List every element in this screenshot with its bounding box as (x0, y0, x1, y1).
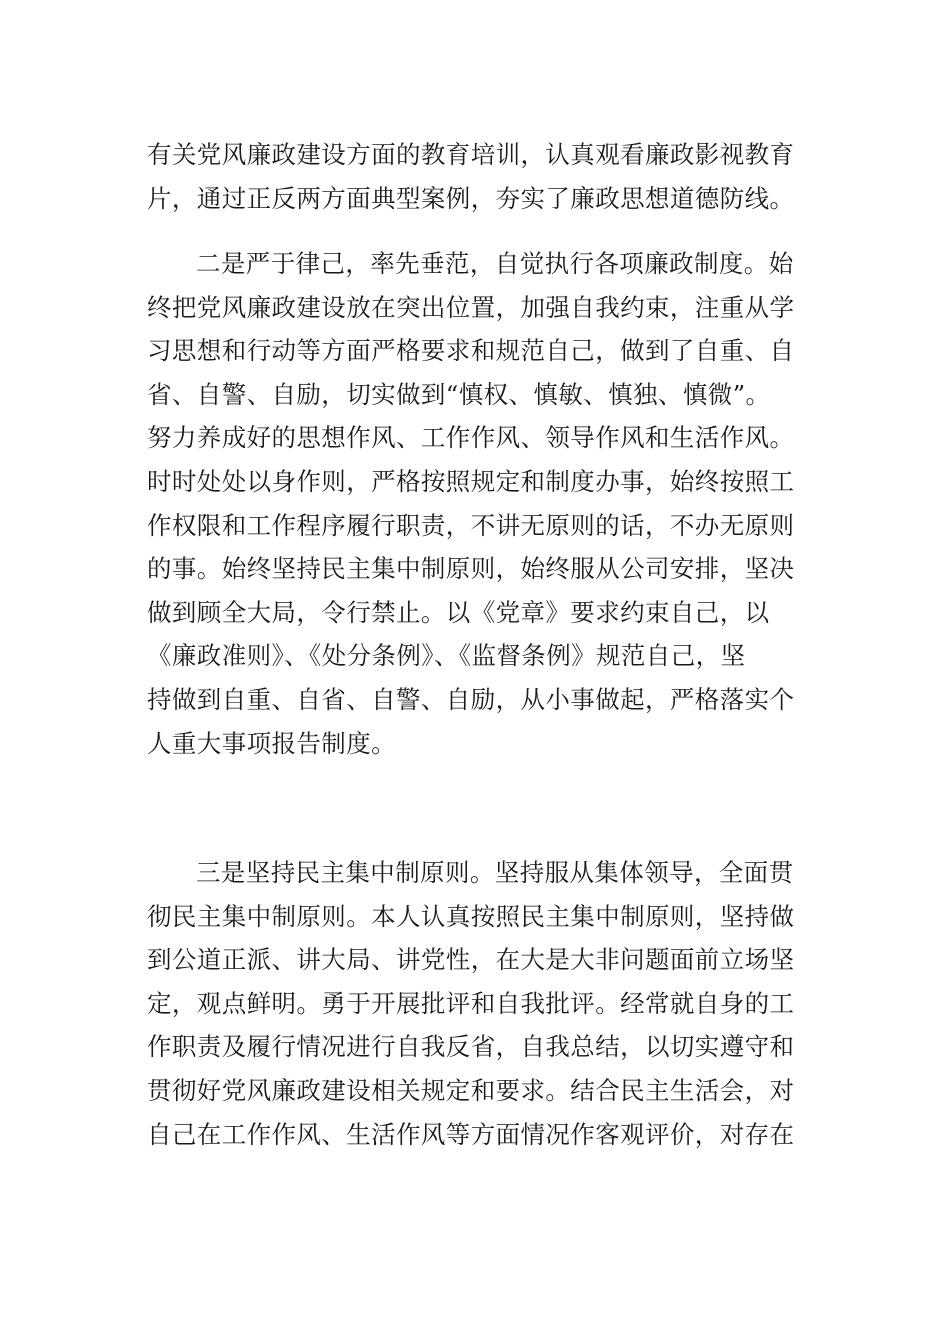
text-line: 人重大事项报告制度。 (147, 728, 396, 758)
text-line: 定，观点鲜明。勇于开展批评和自我批评。经常就自身的工 (147, 988, 795, 1018)
text-line: 持做到自重、自省、自警、自励，从小事做起，严格落实个 (147, 684, 795, 714)
text-line: 努力养成好的思想作风、工作作风、领导作风和生活作风。 (147, 423, 795, 453)
text-line: 终把党风廉政建设放在突出位置，加强自我约束，注重从学 (147, 292, 795, 322)
text-line: 省、自警、自励，切实做到“慎权、慎敏、慎独、慎微”。 (147, 379, 771, 409)
text-line: 作权限和工作程序履行职责，不讲无原则的话，不办无原则 (147, 510, 795, 540)
paragraph-1 (147, 133, 797, 220)
paragraph-3 (147, 851, 797, 1156)
text-line: 有关党风廉政建设方面的教育培训，认真观看廉政影视教育 (147, 140, 795, 169)
text-line: 时时处处以身作则，严格按照规定和制度办事，始终按照工 (147, 466, 795, 496)
text-line: 作职责及履行情况进行自我反省，自我总结，以切实遵守和 (147, 1032, 795, 1062)
text-line: 的事。始终坚持民主集中制原则，始终服从公司安排，坚决 (147, 554, 795, 584)
text-line: 习思想和行动等方面严格要求和规范自己，做到了自重、自 (147, 336, 795, 366)
text-line: 二是严于律己，率先垂范，自觉执行各项廉政制度。始 (196, 249, 794, 278)
paragraph-2 (147, 242, 797, 765)
text-line: 三是坚持民主集中制原则。坚持服从集体领导，全面贯 (196, 858, 794, 887)
text-line: 到公道正派、讲大局、讲党性，在大是大非问题面前立场坚 (147, 945, 795, 975)
text-line: 彻民主集中制原则。本人认真按照民主集中制原则，坚持做 (147, 901, 795, 931)
text-line: 自己在工作作风、生活作风等方面情况作客观评价，对存在 (147, 1119, 795, 1149)
text-line: 做到顾全大局，令行禁止。以《党章》要求约束自己，以 (147, 597, 770, 627)
text-line: 《廉政准则》、《处分条例》、《监督条例》规范自己，坚 (147, 641, 746, 671)
text-line: 片，通过正反两方面典型案例，夯实了廉政思想道德防线。 (147, 183, 795, 213)
text-line: 贯彻好党风廉政建设相关规定和要求。结合民主生活会，对 (147, 1075, 795, 1105)
